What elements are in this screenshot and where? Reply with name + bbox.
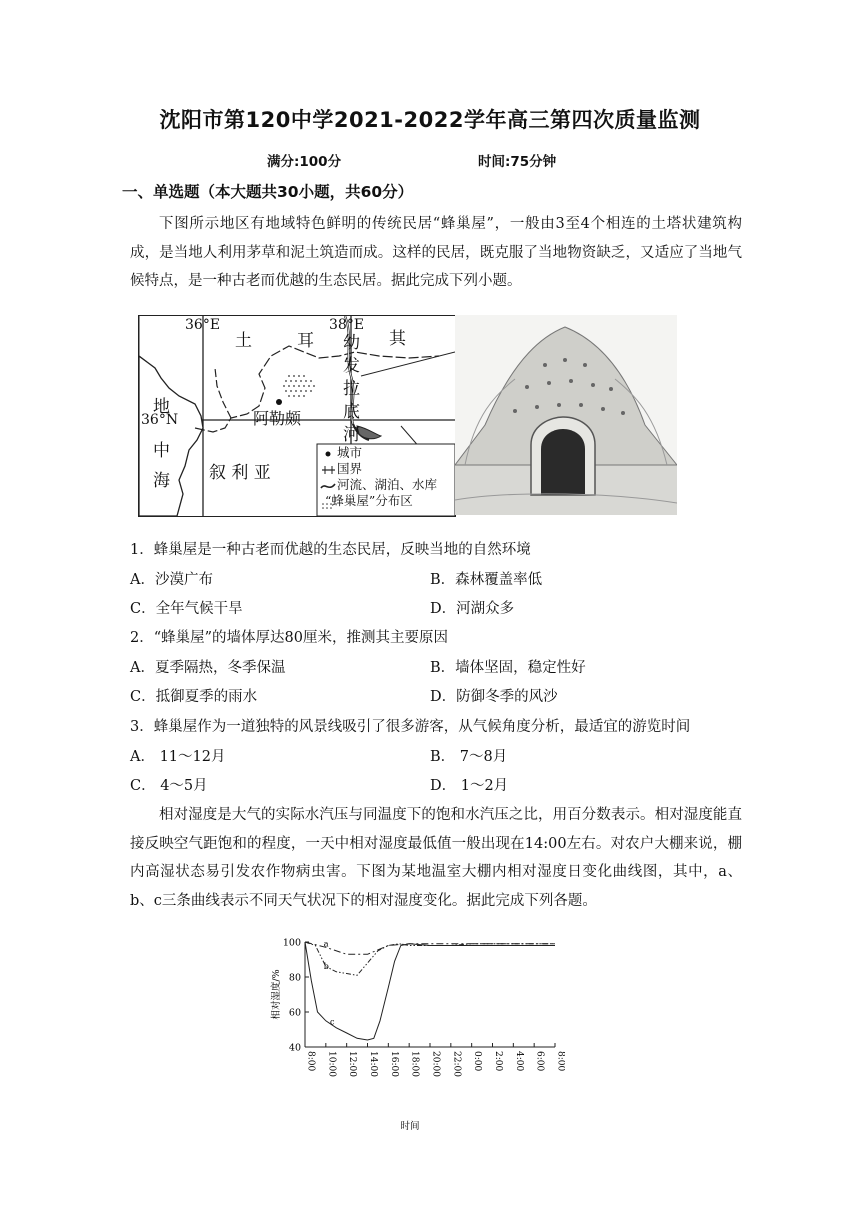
q2-option-c: C．抵御夏季的雨水: [130, 689, 258, 705]
x-tick-label: 2:00: [493, 1051, 503, 1072]
series-label-c: c: [330, 1017, 335, 1027]
y-tick-label: 60: [288, 1007, 301, 1019]
y-tick-label: 40: [288, 1042, 301, 1054]
map-figure: [138, 315, 456, 517]
map-legend: [325, 445, 438, 509]
lon-38-label: 38°E: [329, 317, 365, 333]
turkey-label-1: 土: [235, 331, 252, 351]
beehive-area: [283, 375, 315, 397]
series-label-b: b: [323, 962, 329, 972]
exam-time: 时间:75分钟: [478, 154, 557, 170]
y-tick-label: 80: [288, 972, 301, 984]
x-tick-label: 8:00: [555, 1051, 565, 1072]
turkey-label-2: 耳: [297, 331, 314, 351]
syria-label: 叙 利 亚: [209, 463, 271, 483]
sea-label-1: 地: [153, 397, 170, 417]
river-char: 拉: [343, 379, 360, 399]
y-axis-label: 相对湿度/%: [271, 969, 282, 1020]
x-tick-label: 0:00: [472, 1051, 483, 1072]
q1-option-a: A．沙漠广布: [130, 572, 213, 588]
x-tick-label: 10:00: [326, 1051, 337, 1077]
question-3-stem: 3．蜂巢屋作为一道独特的风景线吸引了很多游客，从气候角度分析，最适宜的游览时间: [130, 719, 691, 735]
legend-border: 国界: [337, 461, 363, 476]
x-tick-label: 22:00: [451, 1051, 462, 1077]
question-2-stem: 2．“蜂巢屋”的墙体厚达80厘米，推测其主要原因: [130, 630, 448, 646]
river-char: 幼: [343, 333, 360, 353]
legend-water: 河流、湖泊、水库: [337, 477, 438, 492]
sea-label: [153, 436, 170, 496]
sea-char: 海: [153, 471, 170, 491]
q1-option-d: D．河湖众多: [430, 601, 515, 617]
legend-city: 城市: [337, 445, 363, 460]
section-heading: 一、单选题（本大题共30小题，共60分）: [122, 183, 414, 201]
series-line-c: [305, 942, 555, 1040]
river-char: 底: [343, 402, 360, 422]
q1-option-c: C．全年气候干旱: [130, 601, 243, 617]
q3-option-d: D． 1～2月: [430, 778, 509, 794]
aleppo-label: 阿勒颇: [253, 409, 302, 428]
page-title: 沈阳市第120中学2021-2022学年高三第四次质量监测: [159, 108, 701, 132]
lon-36-label: 36°E: [185, 317, 221, 333]
full-score: 满分:100分: [267, 154, 342, 170]
q2-option-a: A．夏季隔热，冬季保温: [130, 660, 286, 676]
series-label-a: a: [323, 939, 329, 949]
city-dot: [276, 399, 282, 405]
q2-option-d: D．防御冬季的风沙: [430, 689, 558, 705]
x-tick-label: 12:00: [347, 1051, 358, 1077]
lat-36-label: 36°N: [141, 412, 179, 428]
q2-option-b: B．墙体坚固，稳定性好: [430, 660, 586, 676]
x-tick-label: 8:00: [305, 1051, 316, 1072]
q3-option-b: B． 7～8月: [430, 749, 508, 765]
river-char: 河: [343, 425, 360, 445]
legend-area: “蜂巢屋”分布区: [325, 493, 413, 508]
river-char: 发: [343, 356, 360, 376]
x-tick-label: 20:00: [430, 1051, 441, 1077]
euphrates-label: [343, 332, 361, 447]
x-tick-label: 14:00: [368, 1051, 378, 1077]
q3-option-c: C． 4～5月: [130, 778, 208, 794]
beehive-house-photo: [455, 315, 677, 515]
humidity-chart: [265, 930, 565, 1135]
turkey-label-3: 其: [389, 329, 406, 349]
x-tick-label: 6:00: [534, 1051, 545, 1072]
question-1-stem: 1．蜂巢屋是一种古老而优越的生态民居，反映当地的自然环境: [130, 542, 531, 558]
x-tick-label: 4:00: [513, 1051, 524, 1072]
beehive-house-drawing: [455, 315, 677, 515]
y-tick-label: 100: [282, 937, 301, 949]
q3-option-a: A． 11～12月: [130, 749, 226, 765]
q1-option-b: B．森林覆盖率低: [430, 572, 543, 588]
x-tick-label: 16:00: [388, 1051, 399, 1077]
series-line-b: [305, 942, 555, 975]
passage-2: 相对湿度是大气的实际水汽压与同温度下的饱和水汽压之比，用百分数表示。相对湿度能直接反映空气距饱和的程度，一天中相对湿度最低值一般出现在14:00左右。对农户大棚来说，棚内高湿状态易引发农作物病虫害。下图为某地温室大棚内相对湿度日变化曲线图，其中，a、b、c三条曲线表示不同天气状况下的相对湿度变化。据此完成下列各题。: [130, 807, 742, 909]
passage-1: 下图所示地区有地域特色鲜明的传统民居“蜂巢屋”，一般由3至4个相连的土塔状建筑构成，是当地人利用茅草和泥土筑造而成。这样的民居，既克服了当地物资缺乏，又适应了当地气候特点，是一种古老而优越的生态民居。据此完成下列小题。: [130, 216, 742, 289]
sea-char: 中: [153, 441, 170, 461]
x-axis-label: 时间: [400, 1121, 420, 1132]
x-tick-label: 18:00: [409, 1051, 420, 1077]
